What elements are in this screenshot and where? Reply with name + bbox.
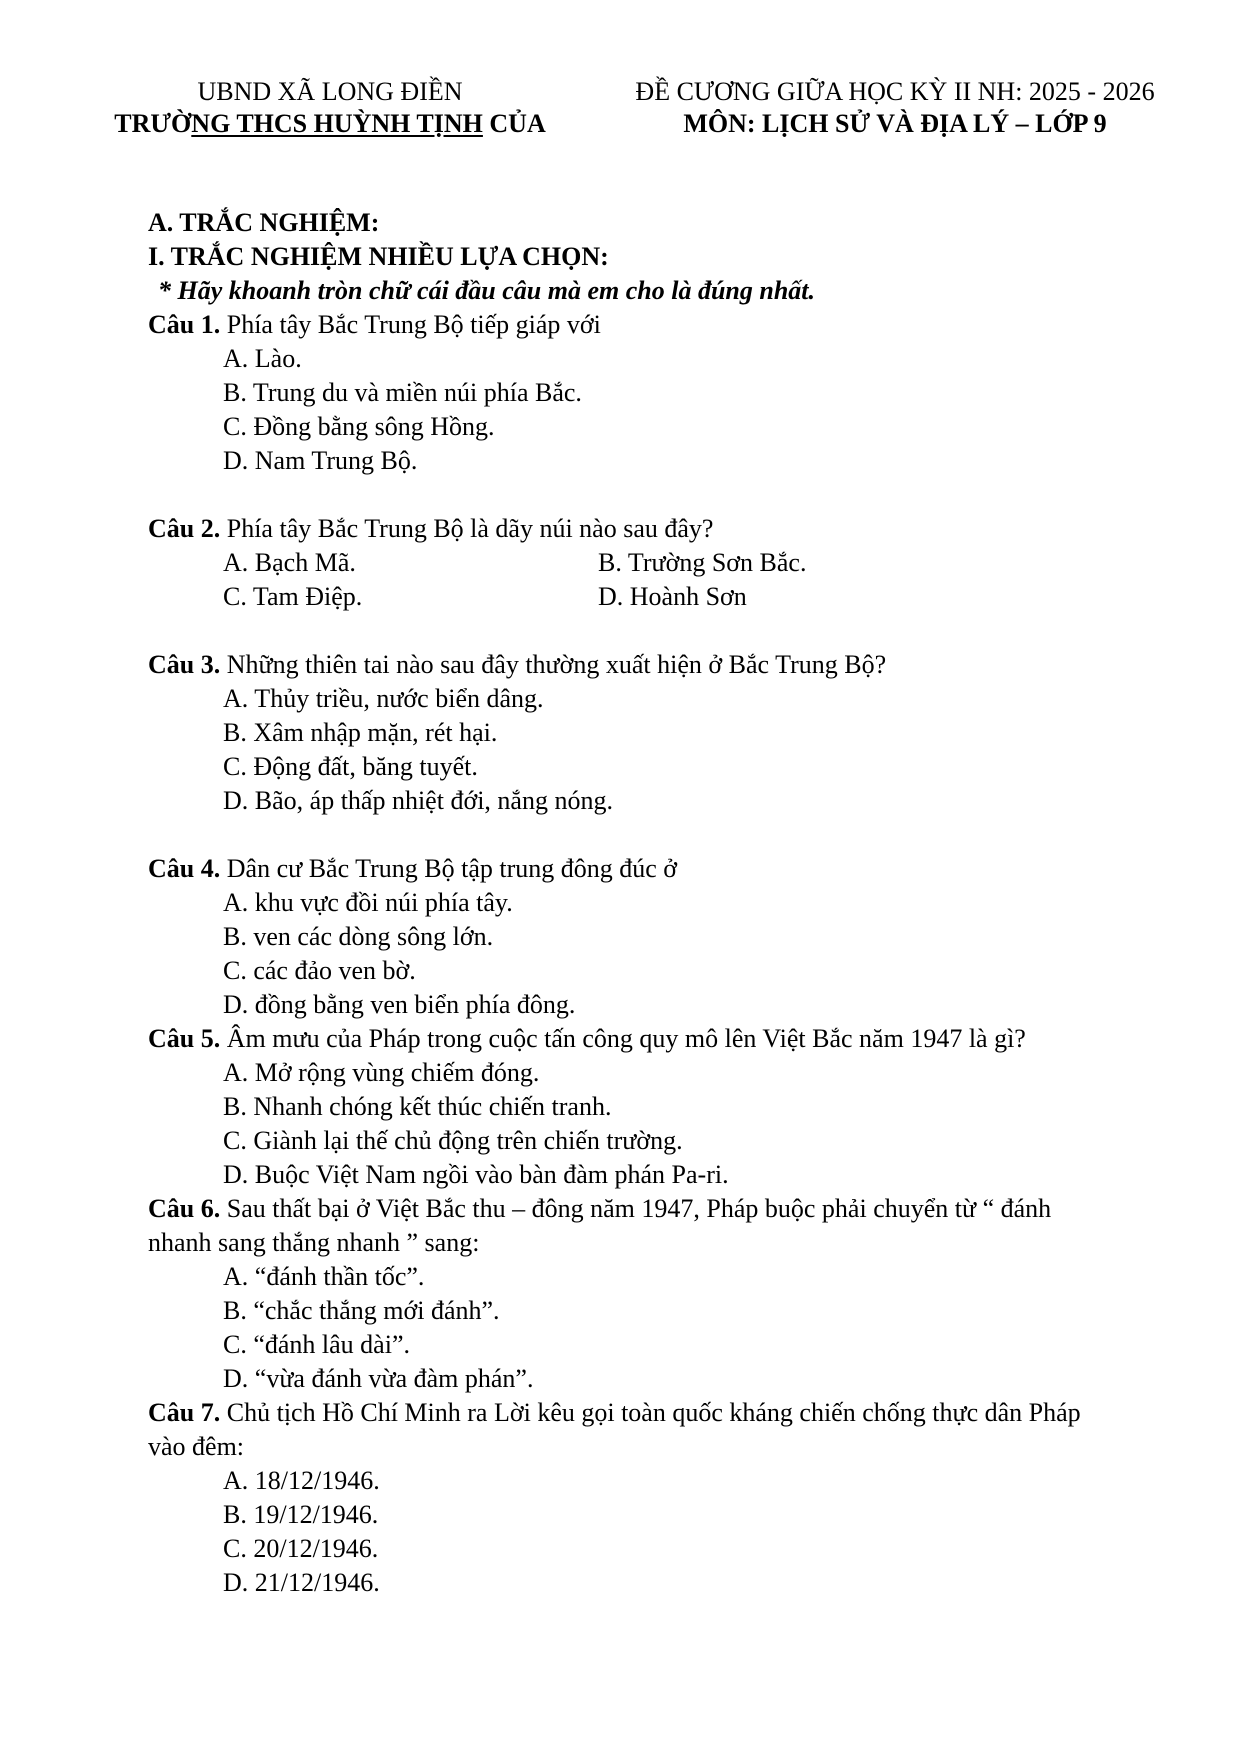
option-5a: A. Mở rộng vùng chiếm đóng. [223,1058,540,1087]
option-2a: A. Bạch Mã. [223,548,356,577]
instruction-text: * Hãy khoanh tròn chữ cái đầu câu mà em cho là đúng nhất. [158,276,816,305]
option-6d: D. “vừa đánh vừa đàm phán”. [223,1364,534,1393]
options-2-row2 [148,580,1108,614]
option-7a: A. 18/12/1946. [223,1466,380,1495]
school-authority: UBND XÃ LONG ĐIỀN [197,77,463,106]
option-1a: A. Lào. [223,344,302,373]
option-2d: D. Hoành Sơn [598,582,747,611]
question-5: Câu 5. Âm mưu của Pháp trong cuộc tấn công quy mô lên Việt Bắc năm 1947 là gì? [148,1024,1026,1053]
option-7d: D. 21/12/1946. [223,1568,380,1597]
document-body [148,206,1108,1600]
section-heading-i: I. TRẮC NGHIỆM NHIỀU LỰA CHỌN: [148,242,609,271]
option-6c: C. “đánh lâu dài”. [223,1330,410,1359]
question-3: Câu 3. Những thiên tai nào sau đây thường xuất hiện ở Bắc Trung Bộ? [148,650,887,679]
question-4: Câu 4. Dân cư Bắc Trung Bộ tập trung đông đúc ở [148,854,678,883]
question-1: Câu 1. Phía tây Bắc Trung Bộ tiếp giáp với [148,310,601,339]
question-2: Câu 2. Phía tây Bắc Trung Bộ là dãy núi nào sau đây? [148,514,714,543]
option-2c: C. Tam Điệp. [223,582,363,611]
option-3a: A. Thủy triều, nước biển dâng. [223,684,544,713]
option-4c: C. các đảo ven bờ. [223,956,416,985]
option-5b: B. Nhanh chóng kết thúc chiến tranh. [223,1092,612,1121]
options-2-row1 [148,546,1108,580]
school-name: TRƯỜNG THCS HUỲNH TỊNH CỦA [114,109,546,138]
option-1c: C. Đồng bằng sông Hồng. [223,412,495,441]
option-6b: B. “chắc thắng mới đánh”. [223,1296,500,1325]
option-5d: D. Buộc Việt Nam ngồi vào bàn đàm phán Pa-ri. [223,1160,729,1189]
question-7: Câu 7. Chủ tịch Hồ Chí Minh ra Lời kêu gọi toàn quốc kháng chiến chống thực dân Pháp vào đêm: [148,1398,1081,1461]
option-4d: D. đồng bằng ven biển phía đông. [223,990,576,1019]
option-3c: C. Động đất, băng tuyết. [223,752,478,781]
option-7c: C. 20/12/1946. [223,1534,379,1563]
option-4a: A. khu vực đồi núi phía tây. [223,888,513,917]
subject-title: MÔN: LỊCH SỬ VÀ ĐỊA LÝ – LỚP 9 [683,109,1107,138]
option-4b: B. ven các dòng sông lớn. [223,922,494,951]
section-heading-a: A. TRẮC NGHIỆM: [148,208,380,237]
option-5c: C. Giành lại thế chủ động trên chiến trường. [223,1126,683,1155]
option-3d: D. Bão, áp thấp nhiệt đới, nắng nóng. [223,786,613,815]
option-6a: A. “đánh thần tốc”. [223,1262,425,1291]
spacer [148,818,1108,852]
spacer [148,478,1108,512]
spacer [148,614,1108,648]
option-2b: B. Trường Sơn Bắc. [598,548,807,577]
question-6: Câu 6. Sau thất bại ở Việt Bắc thu – đông năm 1947, Pháp buộc phải chuyển từ “ đánh nhanh sang thắng nhanh ” sang: [148,1194,1052,1257]
option-1b: B. Trung du và miền núi phía Bắc. [223,378,582,407]
option-1d: D. Nam Trung Bộ. [223,446,418,475]
option-7b: B. 19/12/1946. [223,1500,379,1529]
option-3b: B. Xâm nhập mặn, rét hại. [223,718,498,747]
document-title: ĐỀ CƯƠNG GIỮA HỌC KỲ II NH: 2025 - 2026 [635,77,1155,106]
